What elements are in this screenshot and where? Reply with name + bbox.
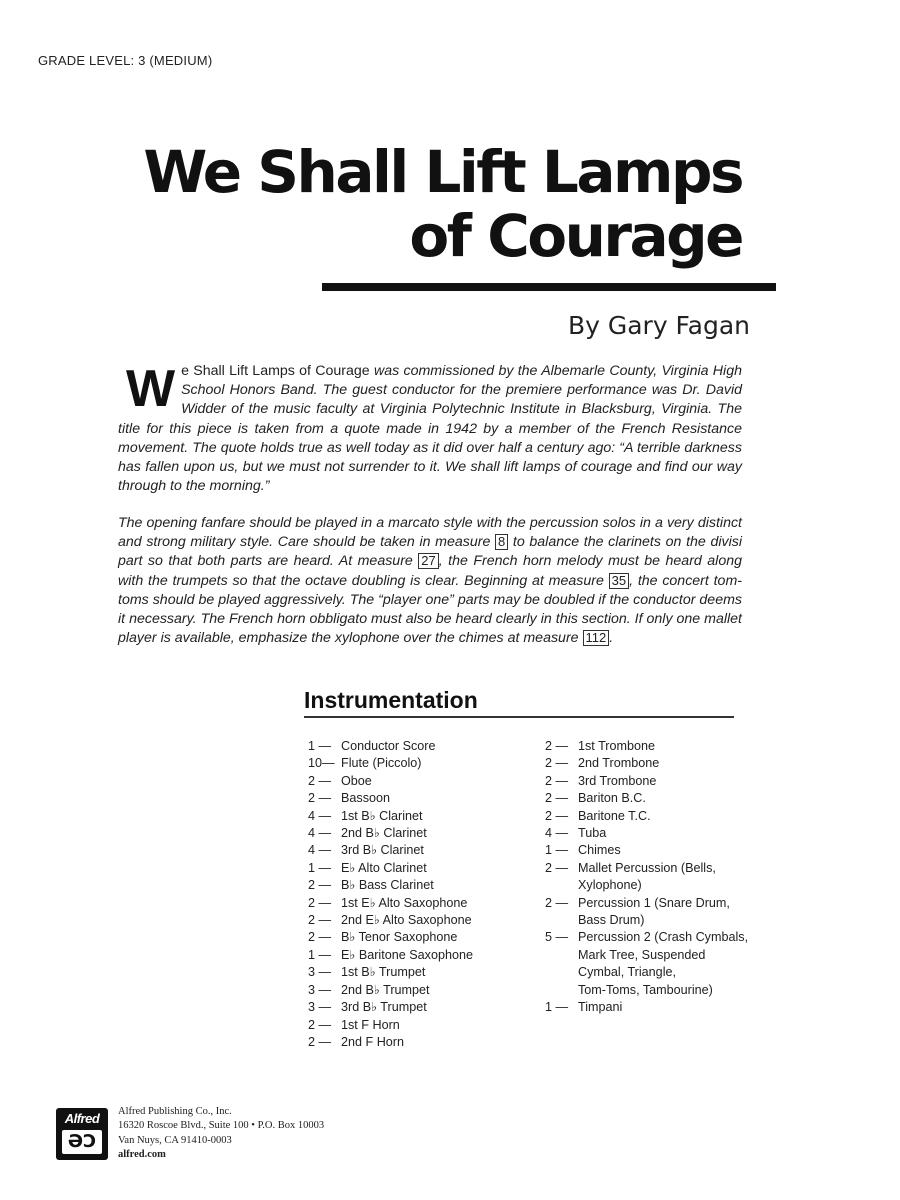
instrument-quantity: 1 — [308,947,332,962]
instrument-row [308,964,548,981]
instrument-name: 1st B♭ Clarinet [341,808,423,823]
instrument-quantity: 1 — [308,860,332,875]
instrument-name: 2nd B♭ Clarinet [341,826,427,841]
instrument-row [308,982,548,999]
instrument-row [308,808,548,825]
title-line-2: of Courage [409,202,742,270]
instrument-quantity: 2 — [545,756,569,771]
instrument-row [308,755,548,772]
instrument-row [545,773,785,790]
instrument-quantity: 1 — [308,739,332,753]
instrument-name: Tuba [578,826,607,841]
instrument-name: 2nd Trombone [578,756,660,771]
instrument-name: Bariton B.C. [578,791,646,806]
instrument-row [545,825,785,842]
instrument-row [308,929,548,946]
instrument-name: Timpani [578,1000,623,1015]
instrument-row [308,773,548,790]
instrument-name: Oboe [341,773,372,788]
instrument-row [308,738,548,755]
intro-title-reference: e Shall Lift Lamps of Courage [181,363,370,379]
instrument-name: 1st E♭ Alto Saxophone [341,895,468,910]
instrument-name: 2nd F Horn [341,1034,404,1049]
instrument-quantity: 3 — [308,965,332,980]
instrument-name: B♭ Bass Clarinet [341,878,434,893]
instrument-name: B♭ Tenor Saxophone [341,930,458,945]
instrument-name: 3rd Trombone [578,773,657,788]
title-divider [322,283,776,291]
performance-notes [118,514,742,648]
instrument-quantity: 4 — [308,843,332,858]
instrument-quantity: 2 — [308,913,332,928]
notes-text-1: The opening fanfare should be played in a marcato style with the percussion solos in a very distinct and strong military style. Care should be taken in measure [118,515,742,551]
instrument-quantity: 2 — [308,791,332,806]
instrument-row [545,842,785,859]
instrument-row [308,825,548,842]
instrument-row [545,755,785,772]
alfred-logo [56,1108,108,1160]
instrumentation-list-right [545,738,785,1017]
instrument-name: Percussion 2 (Crash Cymbals, Mark Tree, Suspended Cymbal, Triangle, Tom-Toms, Tambourine) [578,930,749,997]
instrument-row [308,860,548,877]
publisher-info [118,1105,324,1162]
instrument-quantity: 2 — [545,773,569,788]
instrument-quantity: 5 — [545,930,569,945]
instrument-quantity: 1 — [545,1000,569,1015]
instrument-name: Percussion 1 (Snare Drum, Bass Drum) [578,895,730,928]
notes-text-2: to balance the clarinets on the divisi part so that both parts are heard. At measure [118,534,742,570]
instrument-row [545,808,785,825]
instrument-row [545,738,785,755]
instrument-name: 3rd B♭ Clarinet [341,843,424,858]
measure-number-box: 112 [583,630,610,646]
instrumentation-divider [304,716,734,718]
instrument-name: Mallet Percussion (Bells, Xylophone) [578,860,716,893]
instrumentation-heading: Instrumentation [304,687,478,713]
instrument-quantity: 2 — [545,860,569,875]
drop-cap: W [126,360,176,418]
instrument-quantity: 2 — [308,1017,332,1032]
instrument-name: 3rd B♭ Trumpet [341,1000,427,1015]
instrument-quantity: 1 — [545,843,569,858]
intro-paragraph [118,362,742,496]
instrument-name: 1st Trombone [578,739,656,753]
composer-byline: By Gary Fagan [567,311,750,340]
instrument-row [308,790,548,807]
instrument-name: 1st B♭ Trumpet [341,965,426,980]
instrument-row [308,999,548,1016]
publisher-address-line-2: Van Nuys, CA 91410-0003 [118,1134,232,1146]
instrument-row [308,912,548,929]
notes-text-3: , the French horn melody must be heard along with the trumpets so that the octave doubling is clear. Beginning at measure [118,553,742,589]
instrument-name: E♭ Baritone Saxophone [341,947,473,962]
logo-wordmark: Alfred [64,1111,100,1126]
instrument-quantity: 2 — [308,773,332,788]
measure-number-box: 35 [609,573,629,589]
instrument-quantity: 2 — [545,739,569,753]
instrument-row [308,877,548,894]
grade-level: GRADE LEVEL: 3 (MEDIUM) [38,53,213,68]
instrument-row [545,790,785,807]
instrument-name: 2nd E♭ Alto Saxophone [341,913,472,928]
instrument-name: 2nd B♭ Trumpet [341,982,430,997]
logo-emblem-icon: ƏƆ [62,1130,102,1154]
instrument-row [308,842,548,859]
instrument-quantity: 2 — [308,895,332,910]
instrumentation-list-left [308,738,548,1051]
instrument-quantity: 10— [308,756,335,771]
publisher-address-line-1: 16320 Roscoe Blvd., Suite 100 • P.O. Box 10003 [118,1120,325,1132]
title-line-1: We Shall Lift Lamps [143,138,742,206]
instrument-row [308,947,548,964]
instrument-row [545,860,785,895]
instrument-quantity: 4 — [545,826,569,841]
measure-number-box: 27 [418,553,438,569]
instrument-quantity: 4 — [308,808,332,823]
instrument-quantity: 2 — [308,1034,332,1049]
instrument-quantity: 2 — [308,930,332,945]
instrument-name: Baritone T.C. [578,808,651,823]
instrument-quantity: 2 — [545,895,569,910]
notes-text-5: . [609,630,614,647]
piece-title [143,140,742,268]
instrument-row [308,1017,548,1034]
instrument-name: Flute (Piccolo) [341,756,422,771]
instrument-row [545,895,785,930]
instrument-name: Chimes [578,843,621,858]
instrument-name: Bassoon [341,791,391,806]
measure-number-box: 8 [495,534,508,550]
intro-text: was commissioned by the Albemarle County, Virginia High School Honors Band. The guest conductor for the premiere performance was Dr. David Widder of the music faculty at Virginia Polytechnic Institute in Blacksburg, Virginia. The title for this piece is taken from a quote made in 1942 by a member of the French Resistance movement. The quote holds true as well today as it did over half a century ago: “A terrible darkness has fallen upon us, but we must not surrender to it. We shall lift lamps of courage and find our way through to the morning.” [118,363,742,495]
instrument-quantity: 3 — [308,982,332,997]
publisher-website: alfred.com [118,1148,166,1160]
instrument-name: 1st F Horn [341,1017,400,1032]
instrument-name: Conductor Score [341,739,436,753]
instrument-name: E♭ Alto Clarinet [341,860,427,875]
instrument-row [308,895,548,912]
instrument-quantity: 2 — [545,791,569,806]
instrument-row [545,929,785,999]
instrument-row [545,999,785,1016]
instrument-quantity: 2 — [545,808,569,823]
instrument-row [308,1034,548,1051]
instrument-quantity: 2 — [308,878,332,893]
publisher-name: Alfred Publishing Co., Inc. [118,1106,232,1117]
instrument-quantity: 3 — [308,1000,332,1015]
instrument-quantity: 4 — [308,826,332,841]
notes-text-4: , the concert tom-toms should be played aggressively. The “player one” parts may be doubled if the conductor deems it necessary. The French horn obbligato must also be heard clearly in this section. If only one mallet player is available, emphasize the xylophone over the chimes at measure [118,572,742,647]
